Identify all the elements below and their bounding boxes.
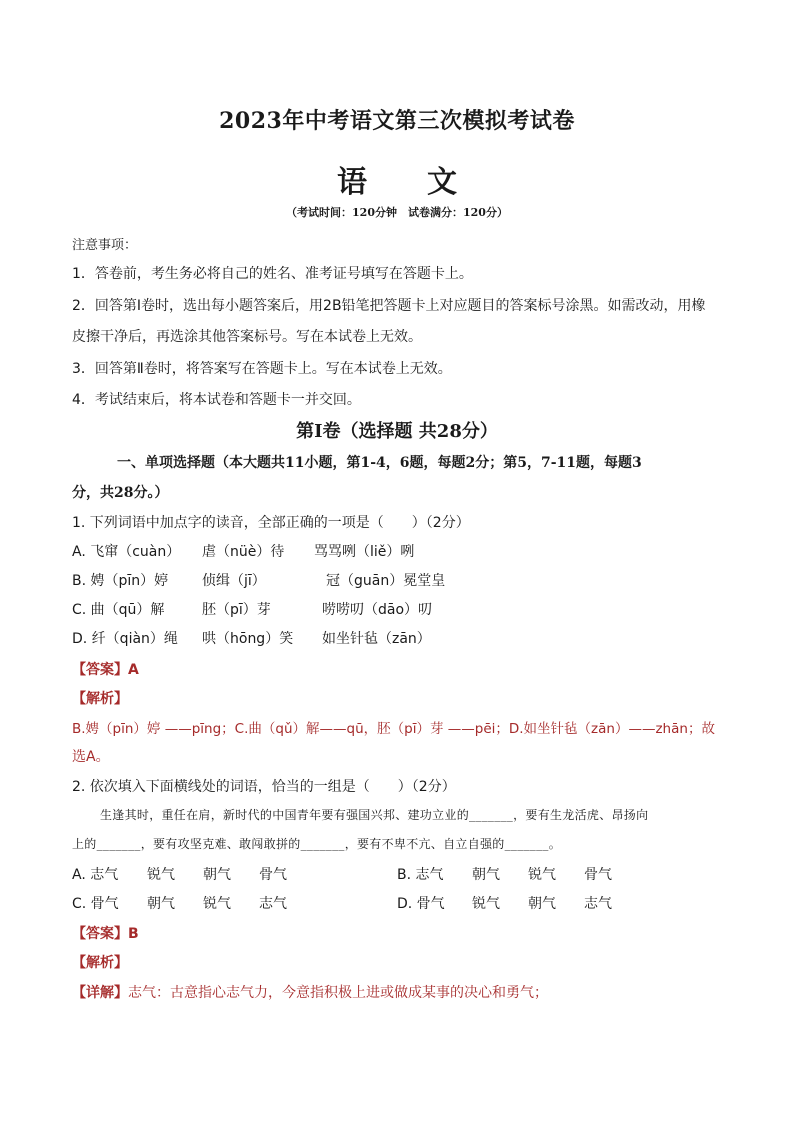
q2-passage: 生逢其时，重任在肩，新时代的中国青年要有强国兴邦、建功立业的_______，要有生龙活虎、昂扬向	[100, 808, 649, 822]
q2-detail	[72, 982, 548, 1002]
q1-stem: 1. 下列词语中加点字的读音，全部正确的一项是（ ）（2分）	[72, 515, 470, 531]
option-part: A. 志气	[72, 867, 119, 883]
q1-option-c	[72, 599, 432, 619]
q2-detail-label: 【详解】	[72, 985, 128, 1001]
option-part: 骂骂咧（liě）咧	[314, 544, 415, 560]
option-part: 虐（nüè）待	[202, 544, 285, 560]
notice-item: 皮擦干净后，再选涂其他答案标号。写在本试卷上无效。	[72, 329, 422, 345]
option-part: 骨气	[259, 867, 287, 883]
q2-option-c	[72, 893, 287, 913]
option-part: 哄（hōng）笑	[202, 631, 294, 647]
q1-option-b	[72, 570, 445, 590]
q1-answer: 【答案】A	[72, 662, 139, 678]
option-part: A. 飞窜（cuàn）	[72, 544, 181, 560]
q2-detail-text: 志气：古意指心志气力，今意指积极上进或做成某事的决心和勇气；	[128, 985, 548, 1001]
option-part: 朝气	[528, 896, 556, 912]
option-part: 锐气	[528, 867, 556, 883]
option-part: 胚（pī）芽	[202, 602, 271, 618]
option-part: 骨气	[584, 867, 612, 883]
q2-passage-cont: 上的_______，要有攻坚克难、敢闯敢拼的_______，要有不卑不亢、自立自强的_______。	[72, 837, 562, 851]
section-instructions: 一、单项选择题（本大题共11小题，第1-4，6题，每题2分；第5，7-11题，每题3	[117, 455, 642, 471]
option-part: 如坐针毡（zān）	[322, 631, 431, 647]
q1-analysis-text-cont: 选A。	[72, 749, 110, 765]
section-title: 第Ⅰ卷（选择题 共28分）	[296, 421, 498, 442]
q1-option-d	[72, 628, 431, 648]
subject-heading: 语 文	[337, 165, 457, 200]
option-part: 志气	[259, 896, 287, 912]
option-part: D. 骨气	[397, 896, 445, 912]
option-part: C. 曲（qū）解	[72, 602, 165, 618]
option-part: D. 纤（qiàn）绳	[72, 631, 178, 647]
notice-item: 1．答卷前，考生务必将自己的姓名、准考证号填写在答题卡上。	[72, 266, 473, 282]
option-part: 唠唠叨（dāo）叨	[322, 602, 433, 618]
notice-item: 4．考试结束后，将本试卷和答题卡一并交回。	[72, 392, 361, 408]
option-part: 志气	[584, 896, 612, 912]
q2-option-d	[397, 893, 612, 913]
notice-item: 3．回答第Ⅱ卷时，将答案写在答题卡上。写在本试卷上无效。	[72, 361, 452, 377]
option-part: 锐气	[147, 867, 175, 883]
q2-answer: 【答案】B	[72, 926, 139, 942]
q2-analysis-label: 【解析】	[72, 955, 128, 971]
section-instructions-cont: 分，共28分。）	[72, 485, 169, 501]
exam-meta: （考试时间：120分钟 试卷满分：120分）	[286, 206, 508, 219]
q2-option-b	[397, 864, 612, 884]
q1-analysis-text: B.娉（pīn）婷 ——pīng；C.曲（qǔ）解——qū，胚（pī）芽 ——pēi；D.如坐针毡（zān）——zhān；故	[72, 721, 715, 737]
option-part: B. 志气	[397, 867, 444, 883]
notice-heading: 注意事项：	[72, 238, 138, 253]
exam-title: 2023年中考语文第三次模拟考试卷	[219, 108, 575, 134]
option-part: 锐气	[203, 896, 231, 912]
option-part: 朝气	[203, 867, 231, 883]
notice-item: 2．回答第Ⅰ卷时，选出每小题答案后，用2B铅笔把答题卡上对应题目的答案标号涂黑。如需改动，用橡	[72, 298, 706, 314]
option-part: C. 骨气	[72, 896, 119, 912]
q2-option-a	[72, 864, 287, 884]
option-part: 锐气	[472, 896, 500, 912]
option-part: 侦缉（jī）	[202, 573, 266, 589]
option-part: 朝气	[472, 867, 500, 883]
option-part: 朝气	[147, 896, 175, 912]
q2-stem: 2. 依次填入下面横线处的词语，恰当的一组是（ ）（2分）	[72, 779, 456, 795]
option-part: B. 娉（pīn）婷	[72, 573, 169, 589]
q1-option-a	[72, 541, 414, 561]
q1-analysis-label: 【解析】	[72, 691, 128, 707]
option-part: 冠（guān）冕堂皇	[326, 573, 446, 589]
